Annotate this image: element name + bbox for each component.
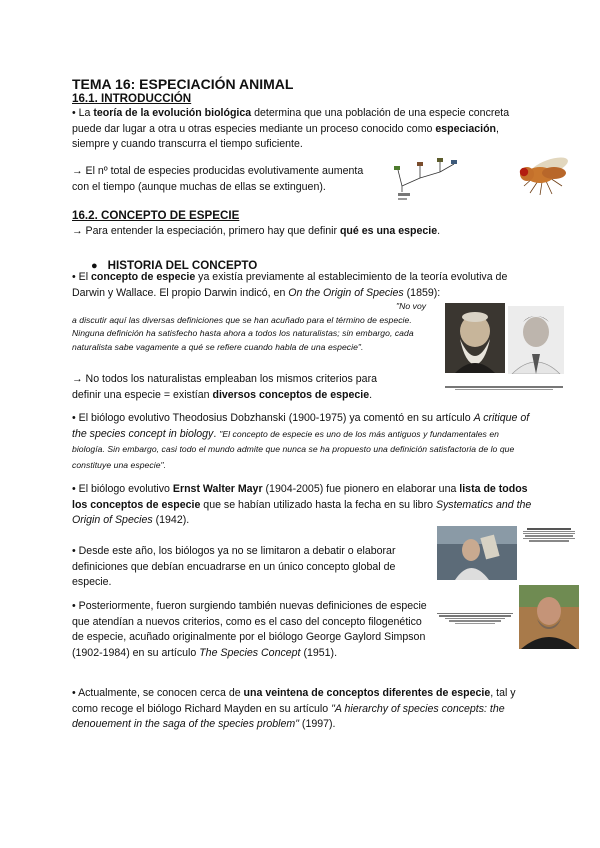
subheading-historia: ● HISTORIA DEL CONCEPTO — [91, 259, 258, 272]
paragraph-mayr: • El biólogo evolutivo Ernst Walter Mayr (1904-2005) fue pionero en elaborar una lista de todos los conceptos de especie que se habían utilizado hasta la fecha en su libro Systematics and the Origin of Species (1942). — [72, 483, 532, 526]
paragraph-entender-especiacion: → Para entender la especiación, primero hay que definir qué es una especie. — [72, 225, 441, 237]
page-title: TEMA 16: ESPECIACIÓN ANIMAL — [72, 76, 294, 92]
mayden-photo — [519, 585, 579, 649]
portrait-caption-placeholder — [445, 385, 563, 391]
mayden-caption-placeholder — [437, 612, 513, 625]
section-heading-introduccion: 16.1. INTRODUCCIÓN — [72, 92, 192, 105]
section-heading-concepto: 16.2. CONCEPTO DE ESPECIE — [72, 209, 240, 222]
mayr-photo — [437, 526, 517, 580]
quote-darwin: "No voy a discutir aquí las diversas definiciones que se han acuñado para el término de especie. Ninguna definición ha satisfecho hasta ahora a todos los naturalistas; sin embargo, cada naturalista sabe vagamente a qué se refiere cuando habla de una especie". — [72, 301, 427, 352]
mayr-caption-placeholder — [523, 527, 575, 543]
paragraph-darwin: • El concepto de especie ya existía previamente al establecimiento de la teoría evolutiva de Darwin y Wallace. El propio Darwin indicó, en On the Origin of Species (1859): — [72, 271, 508, 299]
paragraph-dobzhanski: • El biólogo evolutivo Theodosius Dobzhanski (1900-1975) ya comentó en su artículo A critique of the species concept in biology. "El concepto de especie es uno de los más antiguos y fundamentales en biología. Sin embargo, casi todo el mundo admite que nunca se ha propuesto una definición satisfactoria de lo que constituye una especie". — [72, 412, 530, 470]
bullet-dot-icon: ● — [91, 260, 98, 272]
fruit-fly-image — [512, 153, 574, 197]
paragraph-naturalistas: → No todos los naturalistas empleaban los mismos criterios para definir una especie = existían diversos conceptos de especie. — [72, 373, 377, 401]
paragraph-mayden: • Actualmente, se conocen cerca de una veintena de conceptos diferentes de especie, tal y como recoge el biólogo Richard Mayden en su artículo "A hierarchy of species concepts: the denouement in the saga of the species problem" (1997). — [72, 687, 516, 730]
paragraph-desde-este-ano: • Desde este año, los biólogos ya no se limitaron a debatir o elaborar definiciones que debían encuadrarse en un único concepto global de especie. — [72, 545, 396, 588]
paragraph-total-especies: → El nº total de especies producidas evolutivamente aumenta con el tiempo (aunque muchas de ellas se extinguen). — [72, 165, 364, 193]
paragraph-simpson: • Posteriormente, fueron surgiendo también nuevas definiciones de especie que atendían a nuevos criterios, como es el caso del concepto filogenético de especie, acuñado originalmente por el biólogo George Gaylord Simpson (1902-1984) en su artículo The Species Concept (1951). — [72, 600, 427, 659]
darwin-portrait — [445, 303, 505, 373]
paragraph-evolucion: • La teoría de la evolución biológica determina que una población de una especie concreta puede dar lugar a otra u otras especies mediante un proceso conocido como especiación, siempre y cuando transcurra el tiempo suficiente. — [72, 107, 510, 150]
phylogeny-diagram — [388, 156, 470, 206]
dobzhansky-portrait — [508, 306, 564, 374]
